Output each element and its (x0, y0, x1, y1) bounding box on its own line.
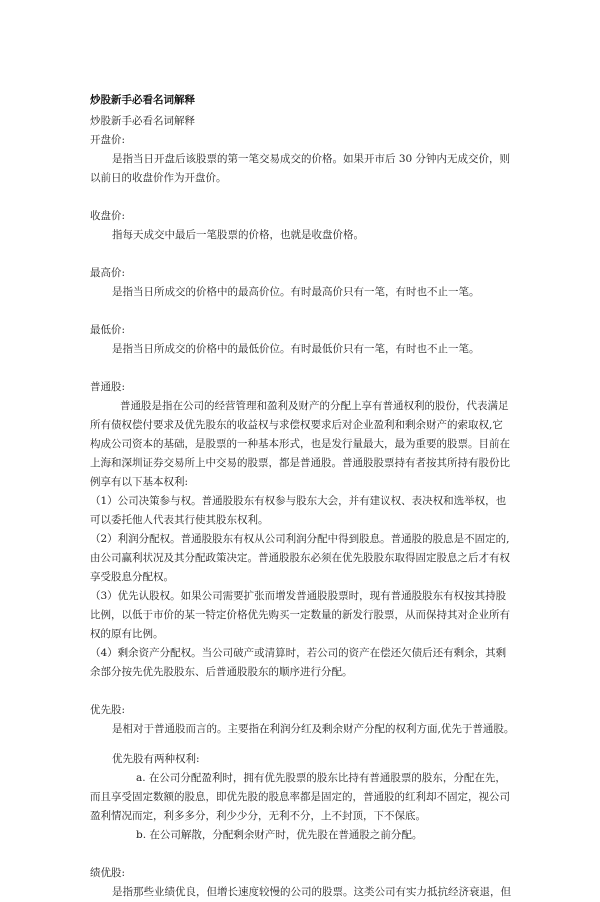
common-stock-intro-5: 例享有以下基本权利: (90, 476, 189, 488)
low-price-line-1: 是指当日所成交的价格中的最低价位。有时最低价只有一笔，有时也不止一笔。 (112, 343, 480, 355)
common-stock-intro-1: 普通股是指在公司的经营管理和盈利及财产的分配上享有普通权利的股份，代表满足 (120, 400, 509, 412)
term-common-stock: 普通股: (90, 381, 126, 393)
common-stock-right-2c: 享受股息分配权。 (90, 571, 174, 583)
common-stock-right-4b: 余部分按先优先股股东、后普通股股东的顺序进行分配。 (90, 666, 353, 678)
open-price-line-2: 以前日的收盘价作为开盘价。 (90, 172, 227, 184)
term-open-price: 开盘价: (90, 134, 126, 146)
common-stock-intro-3: 构成公司资本的基础，是股票的一种基本形式，也是发行量最大，最为重要的股票。目前在 (90, 438, 510, 450)
common-stock-right-4a: （4）剩余资产分配权。当公司破产或清算时，若公司的资产在偿还欠债后还有剩余，其剩 (90, 647, 507, 659)
preferred-right-a-2: 而且享受固定数额的股息，即优先股的股息率都是固定的，普通股的红利却不固定，视公司 (90, 791, 510, 803)
preferred-right-a-1: a. 在公司分配盈利时，拥有优先股票的股东比持有普通股票的股东，分配在先， (136, 772, 506, 784)
preferred-right-a-3: 盈利情况而定，利多多分，利少少分，无利不分，上不封顶，下不保底。 (90, 810, 426, 822)
document-title: 炒股新手必看名词解释 (90, 94, 195, 106)
term-low-price: 最低价: (90, 324, 126, 336)
term-close-price: 收盘价: (90, 210, 126, 222)
preferred-rights-title: 优先股有两种权利: (112, 753, 200, 765)
common-stock-intro-4: 上海和深圳证券交易所上中交易的股票，都是普通股。普通股股票持有者按其所持有股份比 (90, 457, 510, 469)
close-price-line-1: 指每天成交中最后一笔股票的价格，也就是收盘价格。 (112, 229, 364, 241)
common-stock-right-2b: 由公司赢利状况及其分配政策决定。普通股股东必须在优先股股东取得固定股息之后才有权 (90, 552, 510, 564)
common-stock-right-1a: （1）公司决策参与权。普通股股东有权参与股东大会，并有建议权、表决权和选举权，也 (90, 495, 507, 507)
document-body (90, 112, 518, 902)
common-stock-right-1b: 可以委托他人代表其行使其股东权利。 (90, 514, 269, 526)
term-blue-chip-stock: 绩优股: (90, 867, 126, 879)
term-high-price: 最高价: (90, 267, 126, 279)
common-stock-right-3a: （3）优先认股权。如果公司需要扩张而增发普通股股票时，现有普通股股东有权按其持股 (90, 590, 507, 602)
blue-chip-line-1: 是指那些业绩优良，但增长速度较慢的公司的股票。这类公司有实力抵抗经济衰退，但 (112, 886, 511, 898)
document-subtitle: 炒股新手必看名词解释 (90, 115, 195, 127)
preferred-right-b: b. 在公司解散，分配剩余财产时，优先股在普通股之前分配。 (136, 829, 423, 841)
common-stock-right-2a: （2）利润分配权。普通股股东有权从公司利润分配中得到股息。普通股的股息是不固定的, (90, 533, 510, 545)
preferred-stock-line: 是相对于普通股而言的。主要指在利润分红及剩余财产分配的权利方面,优先于普通股。 (112, 723, 515, 735)
open-price-line-1: 是指当日开盘后该股票的第一笔交易成交的价格。如果开市后 30 分钟内无成交价，则 (112, 153, 511, 165)
high-price-line-1: 是指当日所成交的价格中的最高价位。有时最高价只有一笔，有时也不止一笔。 (112, 286, 480, 298)
term-preferred-stock: 优先股: (90, 704, 126, 716)
common-stock-right-3c: 权的原有比例。 (90, 628, 164, 640)
common-stock-intro-2: 所有债权偿付要求及优先股东的收益权与求偿权要求后对企业盈利和剩余财产的索取权,它 (90, 419, 503, 431)
common-stock-right-3b: 比例，以低于市价的某一特定价格优先购买一定数量的新发行股票，从而保持其对企业所有 (90, 609, 510, 621)
